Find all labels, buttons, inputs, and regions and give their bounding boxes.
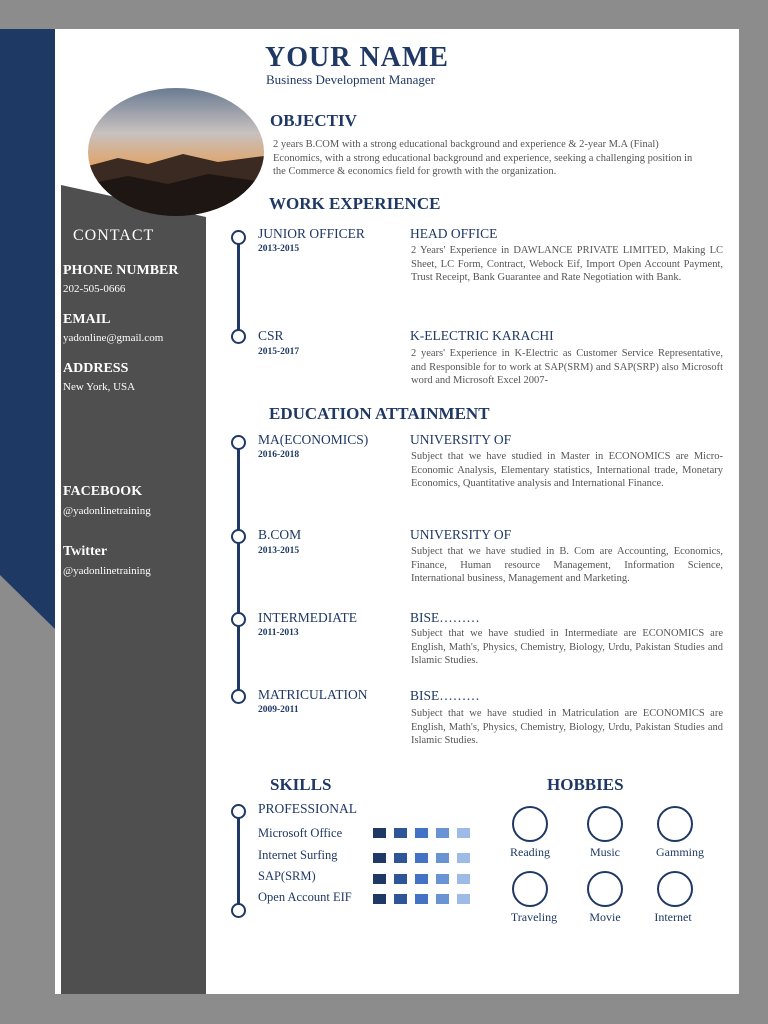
education-item-date: 2013-2015 xyxy=(258,546,300,556)
facebook-value: @yadonlinetraining xyxy=(63,505,151,517)
education-item-date: 2016-2018 xyxy=(258,450,300,460)
skill-level-square xyxy=(436,874,449,884)
skill-level-square xyxy=(415,874,428,884)
timeline-dot xyxy=(231,529,246,544)
hobby-label: Gamming xyxy=(656,845,704,859)
hobby-label: Traveling xyxy=(510,910,558,924)
hobby-label: Movie xyxy=(589,910,621,924)
education-item-date: 2009-2011 xyxy=(258,705,299,715)
skill-level-square xyxy=(436,828,449,838)
work-timeline-line xyxy=(237,240,240,336)
skill-level-square xyxy=(415,828,428,838)
hobby-label: Reading xyxy=(510,845,550,859)
education-item-desc: Subject that we have studied in Master in ECONOMICS are Micro-Economic Analysis, Elementary statistics, International trade, Monetary Economics, Quantitative analysis and International Finance. xyxy=(411,451,723,489)
skills-timeline-line xyxy=(237,814,240,908)
skill-level-square xyxy=(394,853,407,863)
education-item-title: B.COM xyxy=(258,527,302,542)
skill-level-square xyxy=(436,853,449,863)
education-item-org: UNIVERSITY OF xyxy=(410,527,512,542)
role-subtitle: Business Development Manager xyxy=(266,72,435,87)
skill-level-square xyxy=(457,894,470,904)
hobby-internet-icon xyxy=(657,871,693,907)
education-item-desc: Subject that we have studied in Intermediate are ECONOMICS are English, Math's, Physics, Chemistry, Biology, Urdu, Pakistan Studies and Islamic Studies. xyxy=(411,628,723,666)
address-value: New York, USA xyxy=(63,381,136,393)
timeline-dot xyxy=(231,689,246,704)
hobby-gaming-icon xyxy=(657,806,693,842)
education-item-org: BISE……… xyxy=(410,610,480,625)
work-item-desc: 2 years' Experience in K-Electric as Customer Service Representative, and Responsible for to work at SAP(SRM) and SAP(SRP) also Microsoft word and Microsoft Excel 2007- xyxy=(411,348,723,386)
work-experience-title: WORK EXPERIENCE xyxy=(269,194,441,213)
skill-level-square xyxy=(394,894,407,904)
timeline-dot xyxy=(231,329,246,344)
education-item-title: MA(ECONOMICS) xyxy=(258,432,369,447)
contact-title: CONTACT xyxy=(73,227,155,244)
navy-accent-band xyxy=(0,29,55,629)
education-item-desc: Subject that we have studied in Matriculation are ECONOMICS are English, Math's, Physics, Chemistry, Biology, Urdu, Pakistan Studies and Islamic Studies. xyxy=(411,708,723,746)
hobby-label: Music xyxy=(590,845,620,859)
education-title: EDUCATION ATTAINMENT xyxy=(269,404,490,423)
skill-level-square xyxy=(436,894,449,904)
skills-title: SKILLS xyxy=(270,775,332,794)
hobby-label: Internet xyxy=(654,910,692,924)
objective-text: 2 years B.COM with a strong educational background and experience & 2-year M.A (Final) Economics, with a strong educational background and experience, seeking a challenging position in the Commerce & economics field for growth with the organization. xyxy=(273,139,693,177)
phone-label: PHONE NUMBER xyxy=(63,263,179,278)
skill-level-square xyxy=(373,853,386,863)
skill-level-square xyxy=(415,853,428,863)
work-item-desc: 2 Years' Experience in DAWLANCE PRIVATE LIMITED, Making LC Sheet, LC Form, Contract, Webock Eif, Import Open Account Payment, Trust Receipt, Bank Guarantee and Rate Negotiation with Bank. xyxy=(411,245,723,283)
hobby-traveling-icon xyxy=(512,871,548,907)
facebook-label: FACEBOOK xyxy=(63,484,143,499)
timeline-dot xyxy=(231,612,246,627)
timeline-dot xyxy=(231,903,246,918)
name-heading: YOUR NAME xyxy=(265,42,449,73)
objective-title: OBJECTIV xyxy=(270,111,357,130)
profile-photo xyxy=(88,88,264,216)
education-item-date: 2011-2013 xyxy=(258,628,299,638)
phone-value: 202-505-0666 xyxy=(63,283,126,295)
skill-name: SAP(SRM) xyxy=(258,869,316,883)
address-label: ADDRESS xyxy=(63,361,129,376)
education-timeline-line xyxy=(237,445,240,700)
education-item-org: BISE……… xyxy=(410,688,480,703)
twitter-label: Twitter xyxy=(63,544,108,559)
skill-name: Microsoft Office xyxy=(258,826,343,840)
skill-level-square xyxy=(415,894,428,904)
skill-level-square xyxy=(373,894,386,904)
work-item-date: 2013-2015 xyxy=(258,244,300,254)
skill-name: Internet Surfing xyxy=(258,848,338,862)
hobbies-title: HOBBIES xyxy=(547,775,624,794)
skill-name: Open Account EIF xyxy=(258,890,352,904)
sidebar-panel xyxy=(61,185,206,994)
email-value: yadonline@gmail.com xyxy=(63,332,164,344)
timeline-dot xyxy=(231,804,246,819)
work-item-org: K-ELECTRIC KARACHI xyxy=(410,328,554,343)
skill-level-square xyxy=(394,828,407,838)
skill-level-square xyxy=(457,874,470,884)
skill-level-square xyxy=(394,874,407,884)
education-item-title: INTERMEDIATE xyxy=(258,610,357,625)
skill-level-square xyxy=(373,828,386,838)
hobby-movie-icon xyxy=(587,871,623,907)
skills-group-label: PROFESSIONAL xyxy=(258,801,358,816)
education-item-org: UNIVERSITY OF xyxy=(410,432,512,447)
hobby-reading-icon xyxy=(512,806,548,842)
twitter-value: @yadonlinetraining xyxy=(63,565,151,577)
education-item-desc: Subject that we have studied in B. Com are Accounting, Economics, Finance, Human resource Management, Information Science, International business, Management and Marketing. xyxy=(411,546,723,584)
work-item-title: CSR xyxy=(258,328,284,343)
work-item-org: HEAD OFFICE xyxy=(410,226,498,241)
timeline-dot xyxy=(231,230,246,245)
skill-level-square xyxy=(457,828,470,838)
work-item-title: JUNIOR OFFICER xyxy=(258,226,365,241)
hobby-music-icon xyxy=(587,806,623,842)
email-label: EMAIL xyxy=(63,312,111,327)
work-item-date: 2015-2017 xyxy=(258,347,300,357)
skill-level-square xyxy=(373,874,386,884)
education-item-title: MATRICULATION xyxy=(258,687,368,702)
timeline-dot xyxy=(231,435,246,450)
skill-level-square xyxy=(457,853,470,863)
